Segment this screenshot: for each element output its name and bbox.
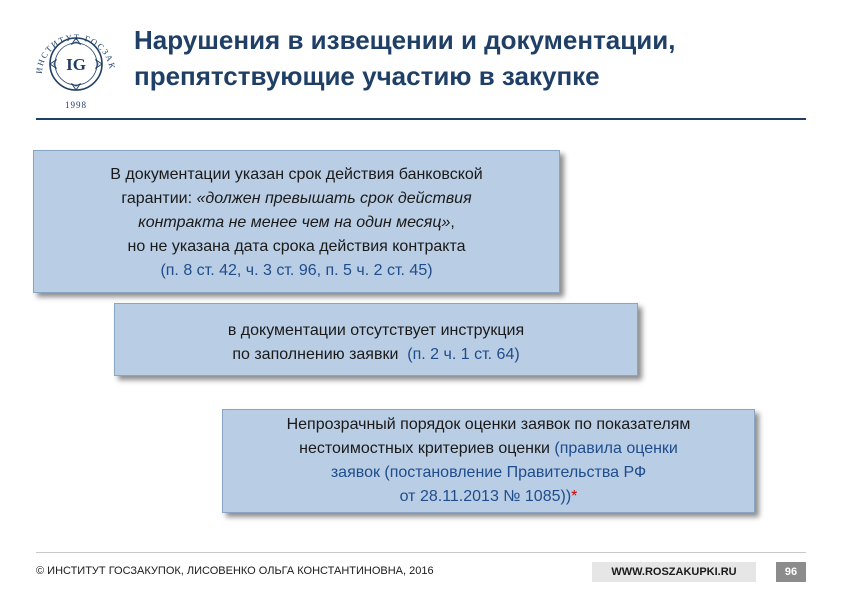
footer-divider bbox=[36, 552, 806, 553]
box1-line-2: гарантии: «должен превышать срок действия bbox=[121, 190, 472, 207]
box2-line-1: в документации отсутствует инструкция bbox=[227, 322, 525, 339]
box2-line-2: по заполнению заявки (п. 2 ч. 1 ст. 64) bbox=[232, 346, 520, 363]
box1-line-1: В документации указан срок действия банковской bbox=[110, 166, 483, 183]
page-title bbox=[134, 22, 834, 94]
title-line-1: Нарушения в извещении и документации, bbox=[134, 25, 676, 55]
box1-line-3: контракта не менее чем на один месяц», bbox=[138, 214, 455, 231]
footer-website-link[interactable]: WWW.ROSZAKUPKI.RU bbox=[592, 562, 756, 582]
box1-line-4: но не указана дата срока действия контракта bbox=[127, 238, 466, 255]
box3-line-4: от 28.11.2013 № 1085))* bbox=[399, 488, 578, 505]
violation-box-evaluation bbox=[222, 409, 755, 513]
violation-box-bank-guarantee bbox=[33, 150, 560, 293]
page-number: 96 bbox=[776, 562, 806, 582]
footer-copyright: © ИНСТИТУТ ГОСЗАКУПОК, ЛИСОВЕНКО ОЛЬГА КОНСТАНТИНОВНА, 2016 bbox=[36, 565, 434, 577]
institute-logo bbox=[22, 12, 130, 112]
violation-box-instructions bbox=[114, 303, 638, 376]
box1-legal-reference: (п. 8 ст. 42, ч. 3 ст. 96, п. 5 ч. 2 ст. 45) bbox=[160, 262, 433, 279]
logo-monogram: IG bbox=[66, 55, 86, 74]
title-divider bbox=[36, 118, 806, 120]
title-line-2: препятствующие участию в закупке bbox=[134, 61, 600, 91]
logo-year: 1998 bbox=[65, 100, 87, 110]
logo-ring-text: ИНСТИТУТ ГОСЗАК bbox=[33, 31, 118, 75]
box3-line-2: нестоимостных критериев оценки (правила оценки bbox=[299, 440, 678, 457]
box2-legal-reference: (п. 2 ч. 1 ст. 64) bbox=[407, 346, 520, 363]
asterisk-mark: * bbox=[571, 488, 578, 505]
box3-line-3: заявок (постановление Правительства РФ bbox=[330, 464, 647, 481]
box3-line-1: Непрозрачный порядок оценки заявок по показателям bbox=[286, 416, 691, 433]
